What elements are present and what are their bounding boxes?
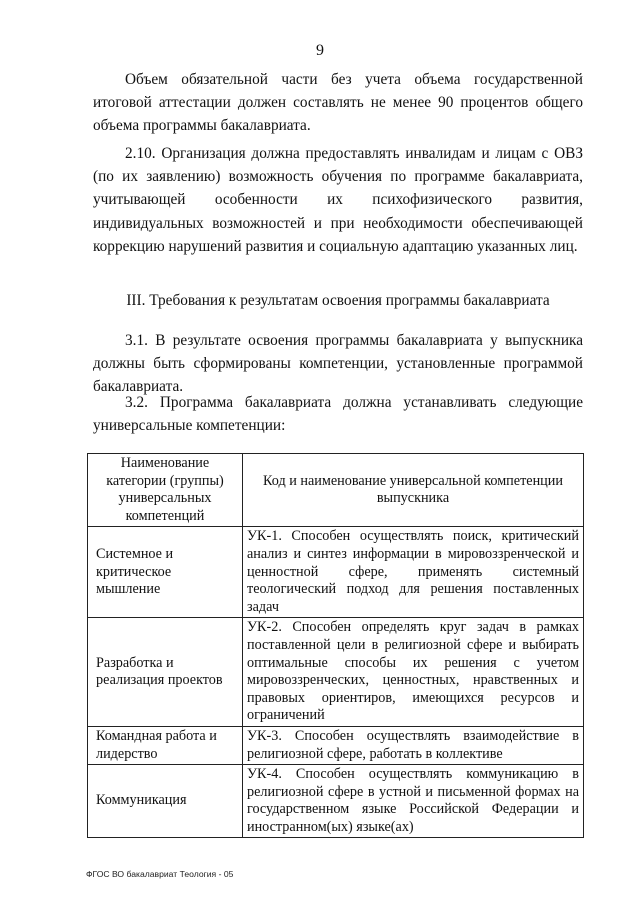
competence-cell: УК-3. Способен осуществлять взаимодействие в религиозной сфере, работать в коллективе: [243, 726, 584, 764]
competence-cell: УК-4. Способен осуществлять коммуникацию в религиозной сфере в устной и письменной формах на государственном языке Российской Федерации и иностранном(ых) языке(ах): [243, 765, 584, 838]
paragraph-3-1: [93, 329, 583, 399]
competence-cell: УК-2. Способен определять круг задач в рамках поставленной цели в религиозной сфере и выбирать оптимальные способы их решения с учетом мировоззренческих, ценностных, нравственных и правовых ориентиров, имеющихся ресурсов и ограничений: [243, 618, 584, 727]
header-competence: Код и наименование универсальной компетенции выпускника: [243, 454, 584, 527]
header-category: Наименование категории (группы) универсальных компетенций: [88, 454, 243, 527]
paragraph-1: [93, 68, 583, 138]
table-row: [88, 527, 584, 618]
category-cell: Разработка и реализация проектов: [88, 618, 243, 727]
table-row: [88, 726, 584, 764]
competence-table: [87, 453, 584, 838]
paragraph-2-10: [93, 142, 583, 258]
competence-cell: УК-1. Способен осуществлять поиск, критический анализ и синтез информации в мировоззренческой и ценностной сфере, применять системный теологический подход для решения поставленных задач: [243, 527, 584, 618]
table-header-row: [88, 454, 584, 527]
paragraph-text: 2.10. Организация должна предоставлять инвалидам и лицам с ОВЗ (по их заявлению) возможность обучения по программе бакалавриата, учитывающей особенности их психофизического развития, индивидуальных возможностей и при необходимости обеспечивающей коррекцию нарушений развития и социальную адаптацию указанных лиц.: [93, 145, 583, 255]
table-row: [88, 618, 584, 727]
category-cell: Системное и критическое мышление: [88, 527, 243, 618]
paragraph-text: 3.1. В результате освоения программы бакалавриата у выпускника должны быть сформированы компетенции, установленные программой бакалавриата.: [93, 332, 583, 396]
table-row: [88, 765, 584, 838]
category-cell: Коммуникация: [88, 765, 243, 838]
document-footer: ФГОС ВО бакалавриат Теология - 05: [86, 869, 234, 879]
category-cell: Командная работа и лидерство: [88, 726, 243, 764]
paragraph-text: 3.2. Программа бакалавриата должна устанавливать следующие универсальные компетенции:: [93, 394, 583, 435]
section-heading: III. Требования к результатам освоения программы бакалавриата: [126, 292, 550, 309]
page-number: 9: [316, 42, 324, 59]
paragraph-text: Объем обязательной части без учета объема государственной итоговой аттестации должен составлять не менее 90 процентов общего объема программы бакалавриата.: [93, 71, 583, 135]
paragraph-3-2: [93, 391, 583, 437]
